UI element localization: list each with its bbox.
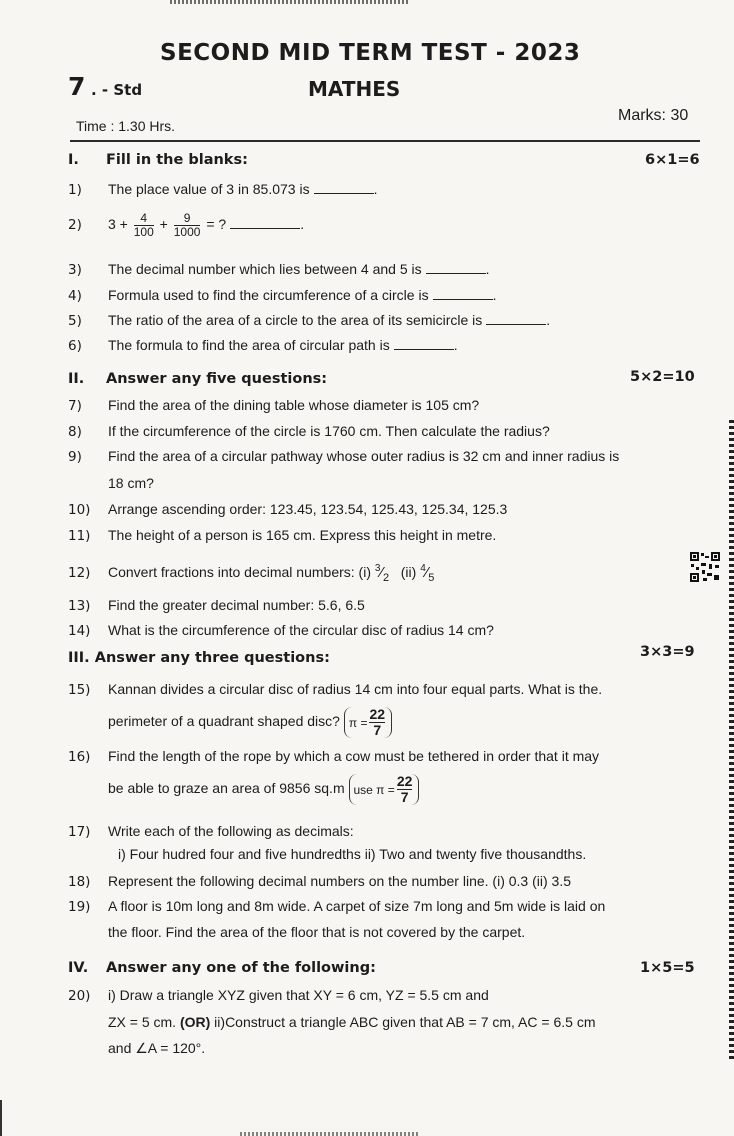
answer-blank [314,193,374,194]
question-text: Represent the following decimal numbers on the number line. (i) 0.3 (ii) 3.5 [108,873,572,889]
question-20 [68,987,489,1004]
numerator: 9 [183,211,191,225]
question-1 [68,181,377,198]
question-text: ii)Construct a triangle ABC given that AB = 7 cm, AC = 6.5 cm [210,1014,596,1030]
question-number: 20) [68,988,91,1004]
fraction [174,212,201,239]
denominator: 1000 [173,225,201,239]
question-20-continuation [108,1014,595,1030]
question-5 [68,312,550,329]
question-number: 7) [68,398,82,414]
question-text: Find the area of a circular pathway whose outer radius is 32 cm and inner radius is [108,448,620,464]
numerator: 4 [420,563,426,574]
scan-edge-left [0,1100,2,1136]
plus-sign: + [159,216,168,233]
question-4 [68,287,496,304]
expression-tail: = ? [206,216,227,233]
question-number: 13) [68,598,91,614]
section-number: I. [68,152,79,168]
denominator: 100 [133,225,154,239]
section-title: Answer any three questions: [94,650,330,666]
subject-title: MATHES [308,77,401,101]
question-number: 15) [68,682,91,698]
section-number: II. [68,371,85,387]
answer-blank [486,324,546,325]
question-text: The ratio of the area of a circle to the area of its semicircle is [108,312,483,328]
question-number: 2) [68,217,82,234]
question-text: perimeter of a quadrant shaped disc? [108,713,340,730]
question-text: Find the area of the dining table whose diameter is 105 cm? [108,397,480,413]
question-9-continuation: 18 cm? [108,475,154,491]
fraction [397,774,413,805]
period: . [485,261,490,277]
question-text: What is the circumference of the circular disc of radius 14 cm? [108,622,494,638]
question-11 [68,527,496,544]
section-heading-1 [68,152,248,168]
question-number: 18) [68,874,91,890]
question-19-continuation: the floor. Find the area of the floor that is not covered by the carpet. [108,924,526,940]
period: . [453,337,458,353]
question-text: The decimal number which lies between 4 and 5 is [108,261,422,277]
pi-note [344,707,392,738]
question-17 [68,823,354,840]
answer-blank [230,228,300,229]
question-text: Formula used to find the circumference of a circle is [108,287,429,303]
scan-edge-top [170,0,410,4]
section-number: IV. [68,960,89,976]
part-label: (ii) [400,564,417,580]
question-number: 9) [68,449,82,465]
question-18 [68,873,571,890]
section-marks: 6×1=6 [645,152,700,168]
question-15 [68,681,602,698]
section-title: Answer any one of the following: [106,960,376,976]
section-heading-3 [68,650,330,666]
section-marks: 1×5=5 [640,960,695,976]
question-text: The place value of 3 in 85.073 is [108,181,310,197]
question-number: 12) [68,565,91,581]
slash-fraction: $^3⁄_2$ [374,563,390,584]
question-text: Write each of the following as decimals: [108,823,354,839]
pi-note [349,774,420,805]
scan-edge-bottom [240,1132,420,1136]
numerator: 22 [369,706,386,722]
question-2 [68,212,304,239]
denominator: 5 [428,572,435,584]
standard-suffix: . - Std [90,81,143,99]
question-number: 1) [68,182,82,198]
numerator: 22 [396,773,413,789]
question-number: 4) [68,288,82,304]
numerator: 4 [140,211,148,225]
question-number: 14) [68,623,91,639]
or-label: (OR) [179,1014,211,1030]
question-20-continuation-2: and ∠A = 120°. [108,1040,206,1056]
section-heading-2 [68,371,327,387]
question-text: Find the greater decimal number: 5.6, 6.5 [108,597,365,613]
standard-number: 7 [68,72,86,101]
question-13 [68,597,365,614]
pi-label: π = [348,715,368,730]
question-text: Arrange ascending order: 123.45, 123.54, 125.43, 125.34, 125.3 [108,501,508,517]
total-marks: Marks: 30 [618,107,689,124]
denominator: 7 [400,789,409,805]
denominator: 2 [382,572,390,584]
question-16-continuation [108,774,419,805]
answer-blank [394,349,454,350]
period: . [546,312,551,328]
question-3 [68,261,490,278]
section-number: III. [68,650,90,666]
question-15-continuation [108,707,392,738]
question-text: ZX = 5 cm. [108,1014,177,1030]
answer-blank [433,299,493,300]
question-9 [68,448,619,465]
exam-title: SECOND MID TERM TEST - 2023 [160,40,581,66]
question-number: 6) [68,338,82,354]
numerator: 3 [374,563,381,574]
slash-fraction: $^4⁄_5$ [420,563,435,584]
fraction [134,212,154,239]
question-number: 5) [68,313,82,329]
scan-edge-right [729,420,734,1060]
question-text: If the circumference of the circle is 1760 cm. Then calculate the radius? [108,423,550,439]
section-marks: 5×2=10 [630,369,695,385]
fraction [369,707,385,738]
section-title: Fill in the blanks: [106,152,248,168]
standard-label [68,72,142,101]
question-text: be able to graze an area of 9856 sq.m [108,780,345,797]
qr-code-icon [689,551,721,583]
question-6 [68,337,458,354]
question-10 [68,501,507,518]
question-19 [68,898,605,915]
question-text: The formula to find the area of circular path is [108,337,390,353]
question-text: Convert fractions into decimal numbers: (i) [108,564,371,580]
question-16 [68,748,599,765]
question-text: The height of a person is 165 cm. Express this height in metre. [108,527,497,543]
question-number: 8) [68,424,82,440]
question-12 [68,563,434,584]
denominator: 7 [373,722,382,738]
question-text: Kannan divides a circular disc of radius 14 cm into four equal parts. What is the. [108,681,603,697]
answer-blank [426,273,486,274]
question-number: 11) [68,528,91,544]
time-duration: Time : 1.30 Hrs. [76,118,176,134]
question-7 [68,397,479,414]
question-number: 17) [68,824,91,840]
period: . [492,287,497,303]
question-text: i) Draw a triangle XYZ given that XY = 6 cm, YZ = 5.5 cm and [108,987,489,1003]
question-text: Find the length of the rope by which a cow must be tethered in order that it may [108,748,600,764]
header-divider [70,140,700,142]
question-number: 16) [68,749,91,765]
question-text: A floor is 10m long and 8m wide. A carpet of size 7m long and 5m wide is laid on [108,898,606,914]
period: . [300,216,305,233]
expression-lead: 3 + [108,216,128,233]
question-8 [68,423,550,440]
period: . [373,181,378,197]
question-number: 3) [68,262,82,278]
section-heading-4 [68,960,376,976]
question-number: 19) [68,899,91,915]
question-14 [68,622,494,639]
question-number: 10) [68,502,91,518]
section-marks: 3×3=9 [640,644,695,660]
question-17-continuation: i) Four hudred four and five hundredths ii) Two and twenty five thousandths. [118,846,587,862]
pi-label: use π = [353,782,395,797]
section-title: Answer any five questions: [106,371,328,387]
